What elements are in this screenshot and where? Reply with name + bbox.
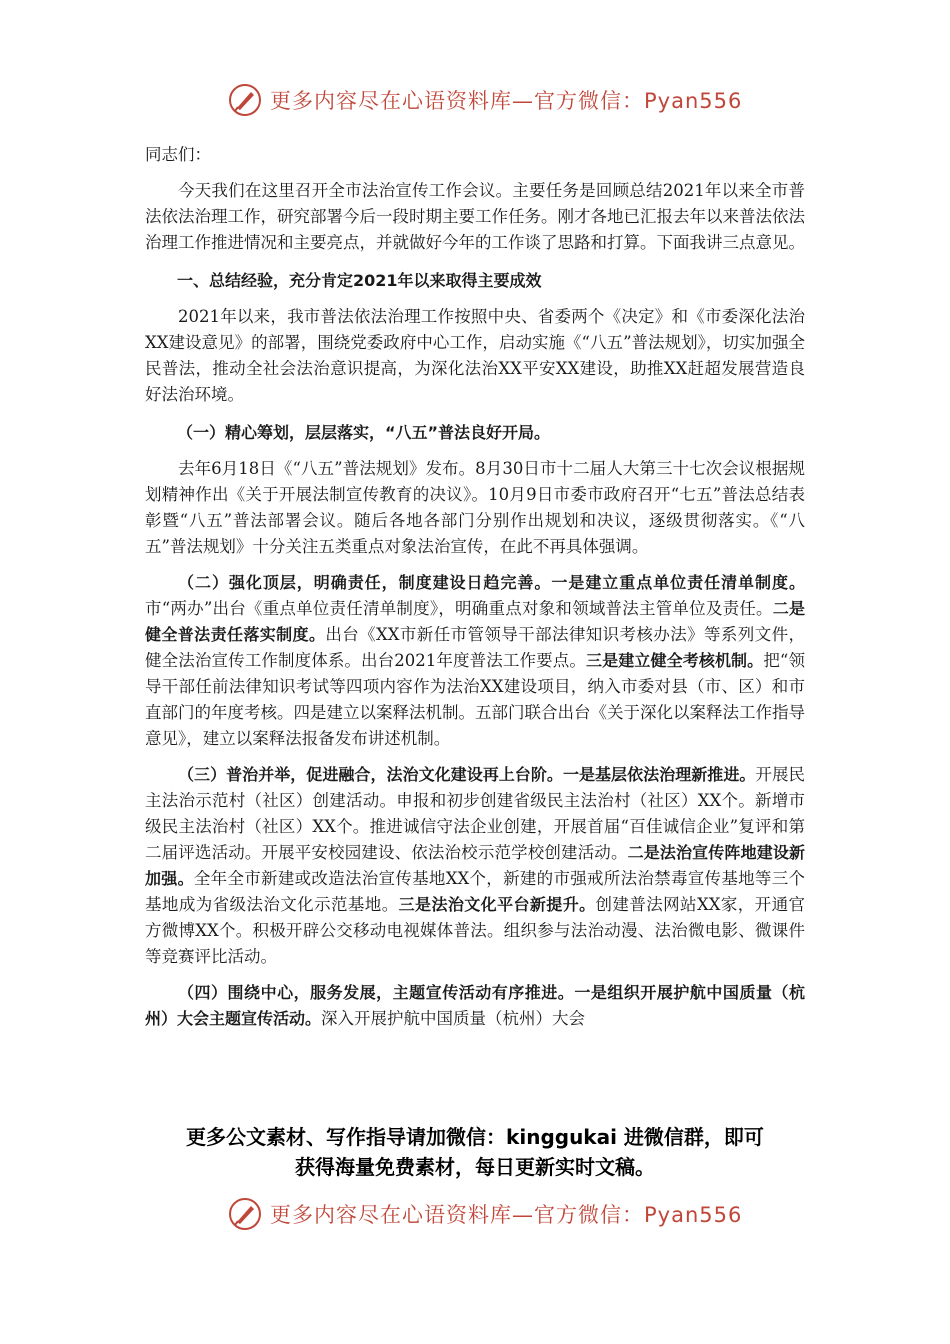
- promo-line-1: 更多公文素材、写作指导请加微信：kinggukai 进微信群，即可: [186, 1125, 764, 1149]
- document-body: [145, 142, 805, 1032]
- subsection3-heading: （三）普治并举，促进融合，法治文化建设再上台阶。: [178, 765, 563, 784]
- intro-paragraph: 今天我们在这里召开全市法治宣传工作会议。主要任务是回顾总结2021年以来全市普法依法治理工作，研究部署今后一段时期主要工作任务。刚才各地已汇报去年以来普法依法治理工作推进情况和主要亮点，并就做好今年的工作谈了思路和打算。下面我讲三点意见。: [145, 181, 805, 252]
- subsection3-point3-title: 三是法治文化平台新提升。: [398, 895, 596, 914]
- subsection1-heading: （一）精心筹划，层层落实，“八五”普法良好开局。: [177, 423, 551, 442]
- subsection2-point1-title: 一是建立重点单位责任清单制度。: [551, 573, 805, 592]
- subsection1-paragraph: 去年6月18日《“八五”普法规划》发布。8月30日市十二届人大第三十七次会议根据规划精神作出《关于开展法制宣传教育的决议》。10月9日市委市政府召开“七五”普法总结表彰暨“八五”普法部署会议。随后各地各部门分别作出规划和决议，逐级贯彻落实。《“八五”普法规划》十分关注五类重点对象法治宣传，在此不再具体强调。: [145, 459, 805, 556]
- subsection3-point1-text: 开展民主法治示范村（社区）创建活动。申报和初步创建省级民主法治村（社区）XX个。新增市级民主法治村（社区）XX个。推进诚信守法企业创建，开展首届“百佳诚信企业”复评和第二届评选活动。开展平安校园建设、依法治校示范学校创建活动。: [145, 765, 805, 862]
- subsection4-paragraph: [145, 980, 805, 1032]
- banner-text: 更多内容尽在心语资料库—官方微信：Pyan556: [270, 1203, 743, 1227]
- promo-line-2: 获得海量免费素材，每日更新实时文稿。: [295, 1155, 655, 1179]
- subsection4-point1-title: 一是组织开展护航中国质量（杭州）大会主题宣传活动。: [145, 983, 805, 1028]
- subsection2-paragraph: [145, 570, 805, 752]
- subsection2-heading: （二）强化顶层，明确责任，制度建设日趋完善。: [178, 573, 552, 592]
- subsection2-point3-title: 三是建立健全考核机制。: [585, 651, 764, 670]
- subsection3-point1-title: 一是基层依法治理新推进。: [562, 765, 756, 784]
- subsection4-heading: （四）围绕中心，服务发展，主题宣传活动有序推进。: [178, 983, 575, 1002]
- subsection3-point3-text: 创建普法网站XX家，开通官方微博XX个。积极开辟公交移动电视媒体普法。组织参与法治动漫、法治微电影、微课件等竞赛评比活动。: [145, 895, 805, 966]
- section1-paragraph: 2021年以来，我市普法依法治理工作按照中央、省委两个《决定》和《市委深化法治XX建设意见》的部署，围绕党委政府中心工作，启动实施《“八五”普法规划》，切实加强全民普法，推动全社会法治意识提高，为深化法治XX平安XX建设，助推XX赶超发展营造良好法治环境。: [145, 307, 805, 404]
- pen-quill-logo-icon: [228, 83, 262, 117]
- subsection2-point2-title: 二是健全普法责任落实制度。: [145, 599, 805, 644]
- banner-text: 更多内容尽在心语资料库—官方微信：Pyan556: [270, 89, 743, 113]
- pen-quill-logo-icon: [228, 1197, 262, 1231]
- footer-banner: [228, 1194, 743, 1234]
- section1-heading: 一、总结经验，充分肯定2021年以来取得主要成效: [177, 271, 542, 290]
- header-banner: [228, 80, 743, 120]
- subsection2-point3-text: 把“领导干部任前法律知识考试等四项内容作为法治XX建设项目，纳入市委对县（市、区）和市直部门的年度考核。四是建立以案释法机制。五部门联合出台《关于深化以案释法工作指导意见》，建立以案释法报备发布讲述机制。: [145, 651, 805, 748]
- subsection3-point2-title: 二是法治宣传阵地建设新加强。: [145, 843, 805, 888]
- promo-block: [120, 1122, 830, 1182]
- greeting: 同志们：: [145, 145, 211, 164]
- subsection2-point2-text: 出台《XX市新任市管领导干部法律知识考核办法》等系列文件，健全法治宣传工作制度体系。出台2021年度普法工作要点。: [145, 625, 805, 670]
- subsection3-point2-text: 全年全市新建或改造法治宣传基地XX个，新建的市强戒所法治禁毒宣传基地等三个基地成为省级法治文化示范基地。: [145, 869, 805, 914]
- subsection2-point1-text: 市“两办”出台《重点单位责任清单制度》，明确重点对象和领域普法主管单位及责任。: [145, 599, 773, 618]
- subsection4-point1-text: 深入开展护航中国质量（杭州）大会: [321, 1009, 586, 1028]
- subsection3-paragraph: [145, 762, 805, 970]
